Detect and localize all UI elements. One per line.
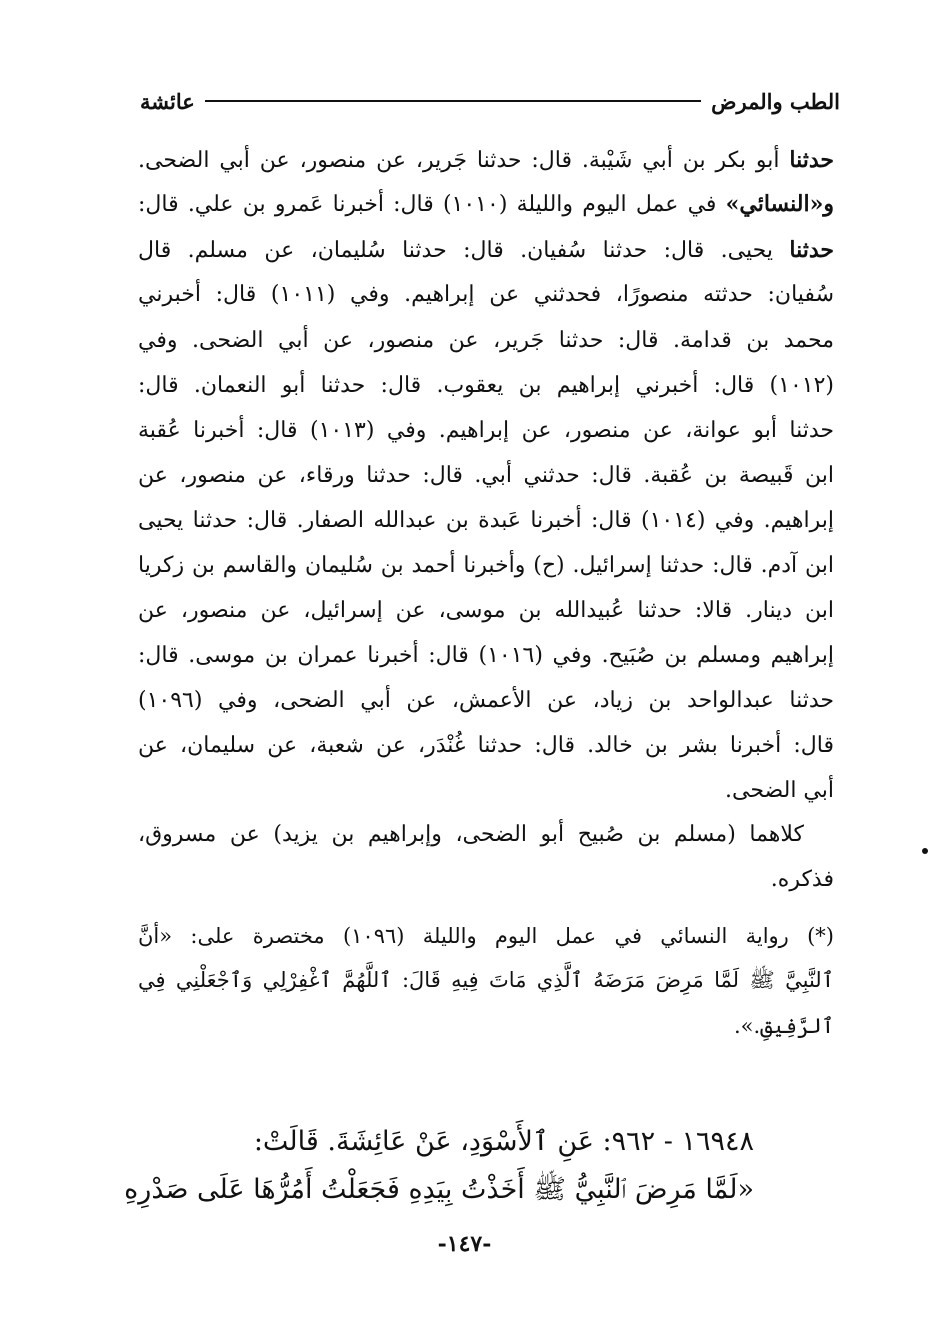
- text-line: حدثنا أبو بكر بن أبي شَيْبة. قال: حدثنا جَرير، عن منصور، عن أبي الضحى.: [138, 147, 834, 173]
- text-line: (١٠١٢) قال: أخبرني إبراهيم بن يعقوب. قال: حدثنا أبو النعمان. قال:: [138, 373, 834, 398]
- text-line: و«النسائي» في عمل اليوم والليلة (١٠١٠) قال: أخبرنا عَمرو بن علي. قال:: [138, 191, 834, 217]
- book-title: الطب والمرض: [711, 88, 840, 114]
- text-line: محمد بن قدامة. قال: حدثنا جَرير، عن منصور، عن أبي الضحى. وفي: [138, 328, 834, 353]
- margin-mark: [922, 848, 928, 854]
- text-line: قال: أخبرنا بشر بن خالد. قال: حدثنا غُنْدَر، عن شعبة، عن سليمان، عن: [138, 733, 834, 758]
- text-line: أبي الضحى.: [725, 778, 834, 803]
- text-line: إبراهيم ومسلم بن صُبَيح. وفي (١٠١٦) قال: أخبرنا عمران بن موسى. قال:: [138, 643, 834, 668]
- text-line: سُفيان: حدثته منصورًا، فحدثني عن إبراهيم. وفي (١٠١١) قال: أخبرني: [138, 282, 834, 307]
- footnote-line: (*) رواية النسائي في عمل اليوم والليلة (١٠٩٦) مختصرة على: «أنَّ: [138, 924, 834, 948]
- hadith-heading: ١٦٩٤٨ - ٩٦٢: عَنِ ٱلأَسْوَدِ، عَنْ عَائِشَةَ. قَالَتْ:: [253, 1126, 754, 1157]
- text-line: حدثنا عبدالواحد بن زياد، عن الأعمش، عن أبي الضحى، وفي (١٠٩٦): [138, 688, 834, 713]
- running-header: [140, 86, 840, 116]
- page-number: -١٤٧-: [437, 1231, 492, 1257]
- text-line: ابن قَبيصة بن عُقبة. قال: حدثني أبي. قال: حدثنا ورقاء، عن منصور، عن: [138, 463, 834, 488]
- section-title: عائشة: [140, 88, 195, 114]
- summary-line: كلاهما (مسلم بن صُبيح أبو الضحى، وإبراهيم بن يزيد) عن مسروق،: [138, 822, 804, 847]
- footnote-line: ٱلنَّبِيَّ ﷺ لَمَّا مَرِضَ مَرَضَهُ ٱلَّذِي مَاتَ فِيهِ قَالَ: ٱللَّهُمَّ ٱغْفِرْلِي وَٱجْعَلْنِي فِي: [138, 968, 834, 992]
- text-line: حدثنا أبو عوانة، عن منصور، عن إبراهيم. وفي (١٠١٣) قال: أخبرنا عُقبة: [138, 418, 835, 443]
- text-line: ابن دينار. قالا: حدثنا عُبيدالله بن موسى، عن إسرائيل، عن منصور، عن: [138, 598, 834, 623]
- text-line: ابن آدم. قال: حدثنا إسرائيل. (ح) وأخبرنا أحمد بن سُليمان والقاسم بن زكريا: [138, 553, 834, 578]
- text-line: حدثنا يحيى. قال: حدثنا سُفيان. قال: حدثنا سُليمان، عن مسلم. قال: [138, 237, 834, 263]
- text-line: إبراهيم. وفي (١٠١٤) قال: أخبرنا عَبدة بن عبدالله الصفار. قال: حدثنا يحيى: [138, 508, 834, 533]
- footnote-line: ٱلرَّفِيقِ.».: [733, 1014, 834, 1038]
- header-rule: [205, 100, 701, 102]
- hadith-text: «لَمَّا مَرِضَ ٱلنَّبِيُّ ﷺ أَخَذْتُ بِيَدِهِ فَجَعَلْتُ أَمُرُّهَا عَلَى صَدْرِهِ: [124, 1174, 754, 1205]
- summary-line: فذكره.: [770, 867, 834, 892]
